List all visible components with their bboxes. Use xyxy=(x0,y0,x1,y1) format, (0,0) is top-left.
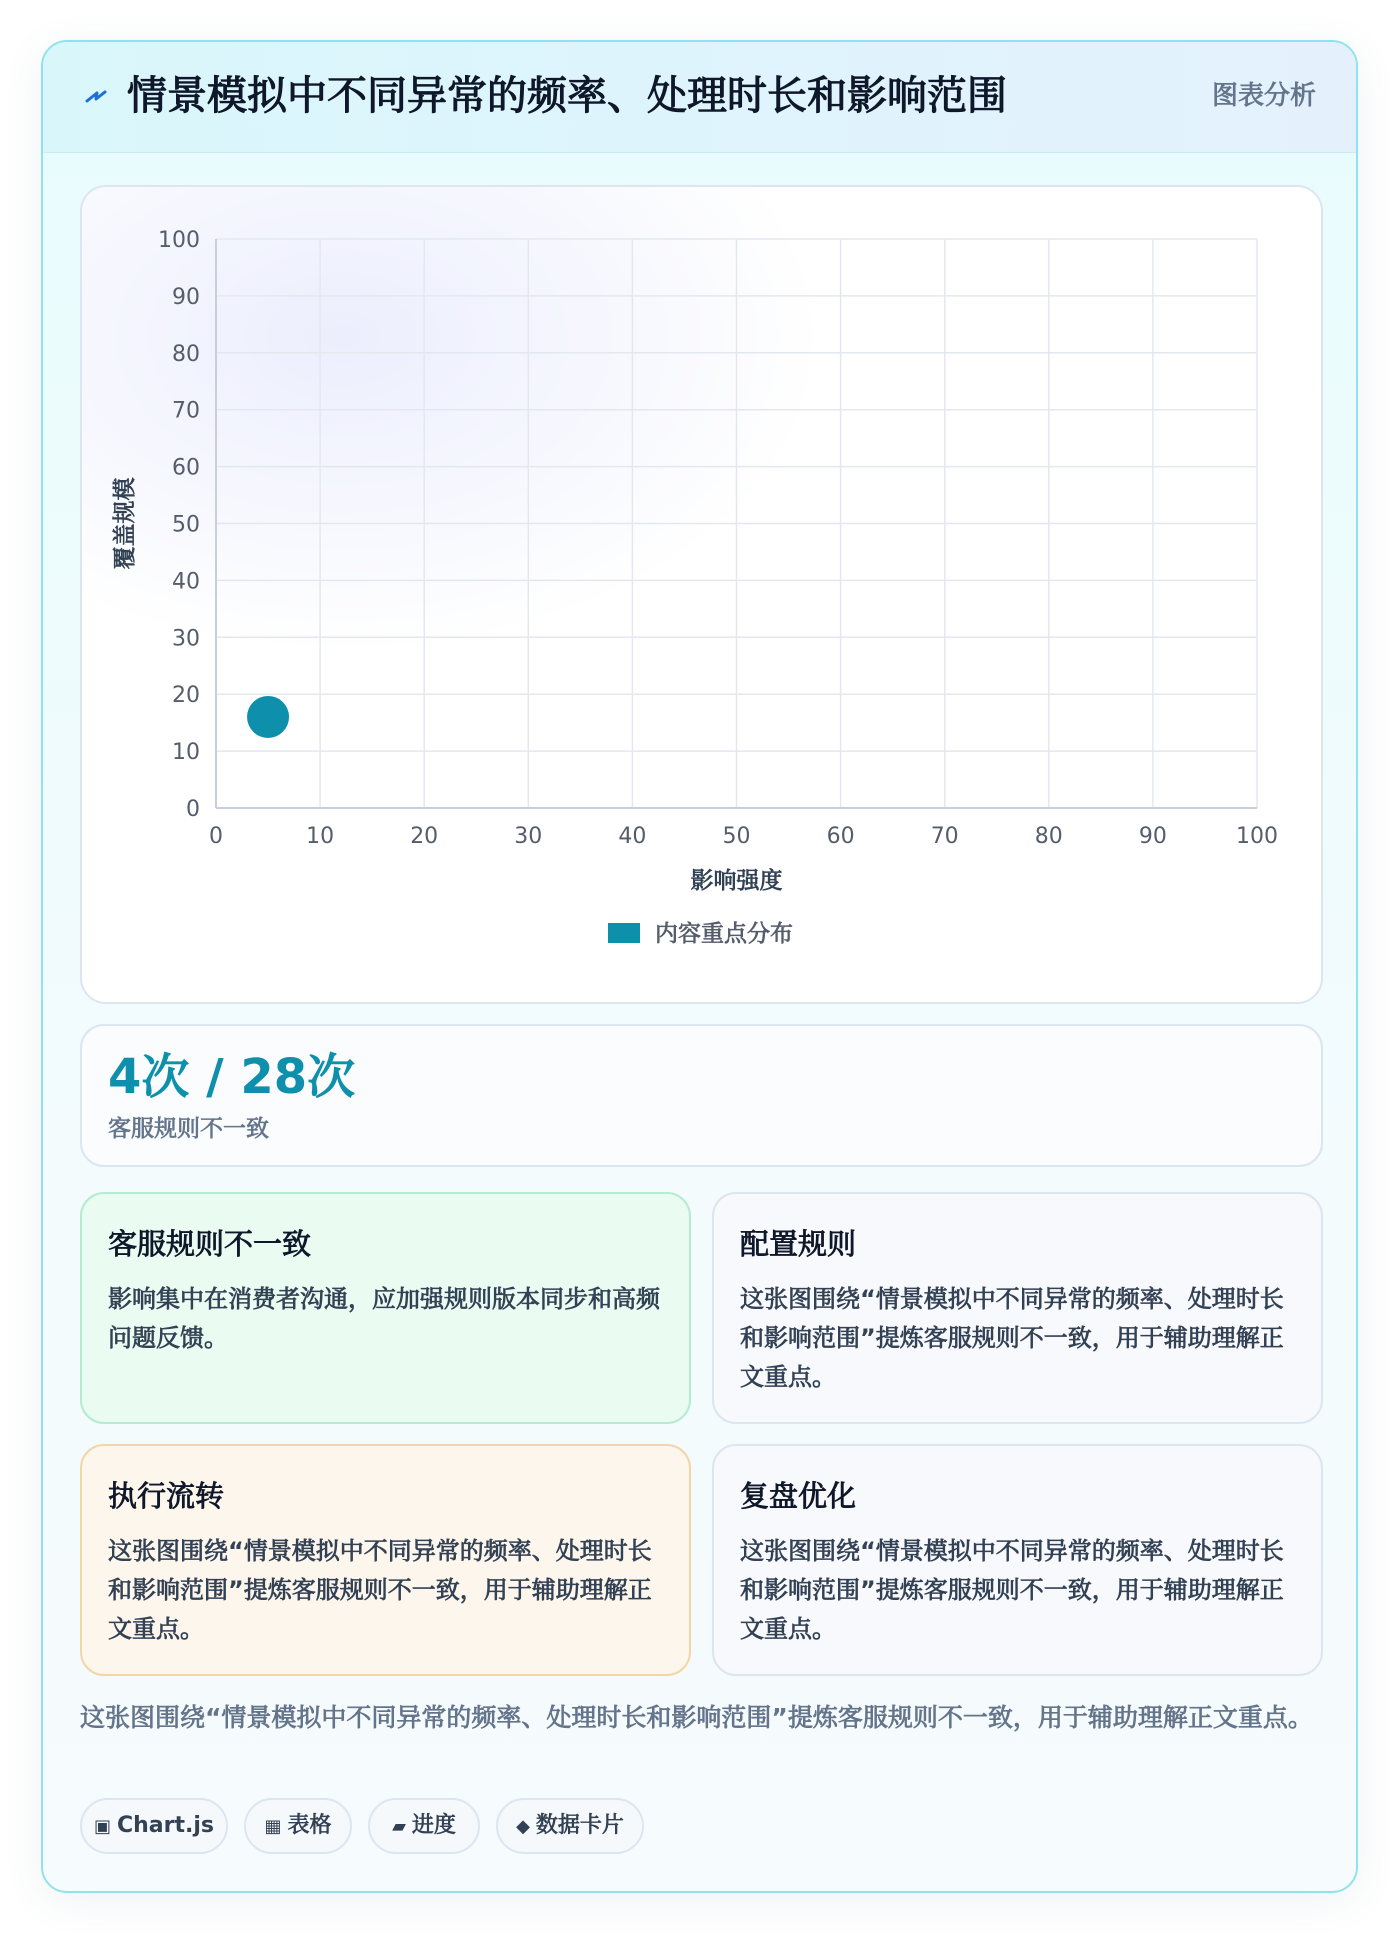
y-tick-label: 50 xyxy=(172,512,200,538)
chip-table[interactable] xyxy=(244,1798,352,1854)
lightning-icon xyxy=(83,79,111,115)
info-card-execution xyxy=(80,1444,691,1676)
x-tick-label: 40 xyxy=(618,824,647,849)
scatter-chart xyxy=(82,187,1323,1004)
info-card-title: 客服规则不一致 xyxy=(108,1227,312,1261)
x-tick-label: 80 xyxy=(1034,824,1063,849)
y-tick-label: 20 xyxy=(172,683,200,709)
chip-progress[interactable] xyxy=(368,1798,480,1854)
info-card-body: 这张图围绕“情景模拟中不同异常的频率、处理时长和影响范围”提炼客服规则不一致，用于辅助理解正文重点。 xyxy=(740,1537,1284,1643)
x-tick-label: 60 xyxy=(826,824,855,849)
stat-value: 4次 / 28次 xyxy=(108,1049,356,1105)
page-title: 情景模拟中不同异常的频率、处理时长和影响范围 xyxy=(127,73,1007,119)
info-card-title: 配置规则 xyxy=(740,1227,857,1261)
y-tick-label: 60 xyxy=(172,455,200,481)
x-tick-label: 50 xyxy=(722,824,751,849)
diamond-icon: ◆ xyxy=(516,1816,530,1837)
progress-icon: ▰ xyxy=(392,1816,406,1837)
x-tick-label: 30 xyxy=(514,824,543,849)
y-tick-label: 40 xyxy=(172,569,200,595)
y-tick-label: 90 xyxy=(172,284,200,310)
y-tick-label: 100 xyxy=(158,228,200,253)
info-card-title: 执行流转 xyxy=(108,1479,225,1513)
x-tick-label: 70 xyxy=(930,824,959,849)
stat-label: 客服规则不一致 xyxy=(108,1116,269,1142)
y-tick-label: 80 xyxy=(172,341,200,367)
info-card-config xyxy=(712,1192,1323,1424)
chart-analysis-tag: 图表分析 xyxy=(1211,81,1316,111)
chip-label: 数据卡片 xyxy=(535,1813,624,1838)
y-tick-label: 70 xyxy=(172,398,200,424)
info-card-body: 这张图围绕“情景模拟中不同异常的频率、处理时长和影响范围”提炼客服规则不一致，用于辅助理解正文重点。 xyxy=(740,1285,1284,1391)
x-tick-label: 10 xyxy=(306,824,335,849)
stat-panel xyxy=(80,1024,1323,1167)
info-card-body: 这张图围绕“情景模拟中不同异常的频率、处理时长和影响范围”提炼客服规则不一致，用于辅助理解正文重点。 xyxy=(108,1537,652,1643)
x-axis-title: 影响强度 xyxy=(690,868,783,894)
scatter-point xyxy=(247,696,289,738)
summary-text: 这张图围绕“情景模拟中不同异常的频率、处理时长和影响范围”提炼客服规则不一致，用于辅助理解正文重点。 xyxy=(80,1703,1313,1732)
chip-label: 表格 xyxy=(287,1813,332,1838)
x-tick-label: 90 xyxy=(1138,824,1167,849)
chart-panel xyxy=(80,185,1323,1004)
chip-chartjs[interactable] xyxy=(80,1798,228,1854)
info-card-issue xyxy=(80,1192,691,1424)
table-icon: ▦ xyxy=(264,1816,282,1837)
chart-icon: ▣ xyxy=(93,1816,111,1837)
info-card-title: 复盘优化 xyxy=(740,1479,857,1513)
chip-label: Chart.js xyxy=(117,1813,215,1838)
chip-label: 进度 xyxy=(411,1813,456,1838)
x-tick-label: 0 xyxy=(209,824,223,849)
y-axis-title: 覆盖规模 xyxy=(112,477,138,570)
legend-label: 内容重点分布 xyxy=(655,921,793,947)
chart-card xyxy=(41,40,1358,1893)
y-tick-label: 10 xyxy=(172,740,200,766)
y-tick-label: 30 xyxy=(172,626,200,652)
info-card-review xyxy=(712,1444,1323,1676)
x-tick-label: 100 xyxy=(1236,824,1278,849)
legend-swatch xyxy=(608,923,640,943)
info-card-body: 影响集中在消费者沟通，应加强规则版本同步和高频问题反馈。 xyxy=(108,1285,660,1352)
x-tick-label: 20 xyxy=(410,824,439,849)
y-tick-label: 0 xyxy=(186,797,200,822)
card-header xyxy=(43,42,1356,153)
chip-data-card[interactable] xyxy=(496,1798,644,1854)
